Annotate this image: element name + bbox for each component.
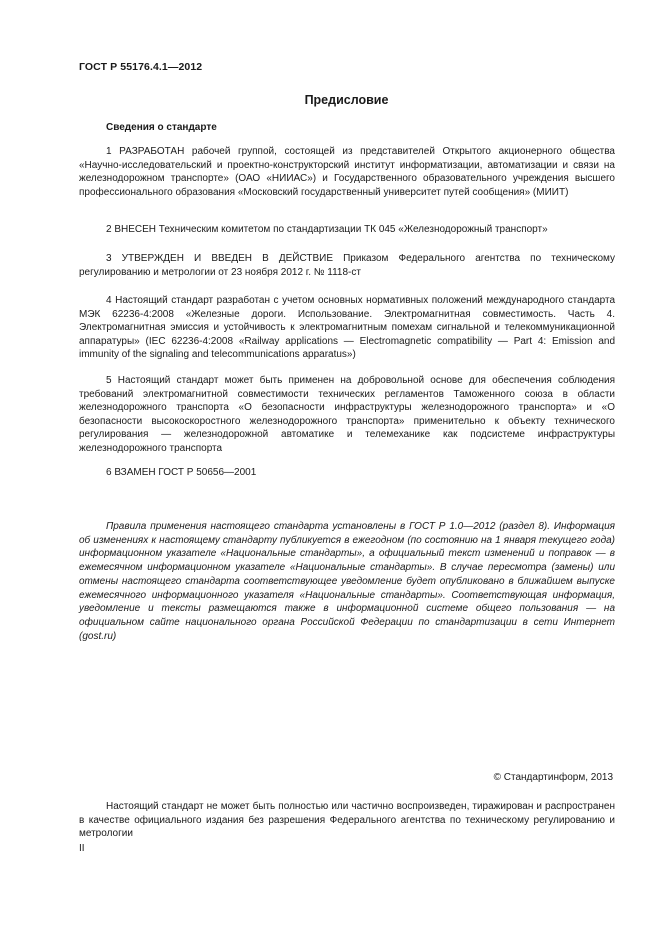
rules-notice: Правила применения настоящего стандарта установлены в ГОСТ Р 1.0—2012 (раздел 8). Информация об изменениях к настоящему стандарту публикуется в ежегодном (по состоянию на 1 января текущего года) информационном указателе «Национальные стандарты», а официальный текст изменений и поправок — в ежемесячном информационном указателе «Национальные стандарты». В случае пересмотра (замены) или отмены настоящего стандарта соответствующее уведомление будет опубликовано в ближайшем выпуске ежемесячного информационного указателя «Национальные стандарты». Соответствующая информация, уведомление и тексты размещаются также в информационной системе общего пользования — на официальном сайте национального органа Российской Федерации по стандартизации в сети Интернет (gost.ru) xyxy=(79,521,615,642)
item-introduced-by: 2 ВНЕСЕН Техническим комитетом по стандартизации ТК 045 «Железнодорожный транспорт» xyxy=(106,224,548,235)
item-developed-by: 1 РАЗРАБОТАН рабочей группой, состоящей из представителей Открытого акционерного общества «Научно-исследовательский и проектно-конструкторский институт информатизации, автоматизации и связи на железнодорожном транспорте» (ОАО «НИИАС») и Государственного образовательного учреждения высшего профессионального образования «Московский государственный университет путей сообщения» (МИИТ) xyxy=(79,146,615,198)
page-title: Предисловие xyxy=(304,93,389,107)
section-subtitle: Сведения о стандарте xyxy=(106,122,217,133)
reproduction-notice: Настоящий стандарт не может быть полностью или частично воспроизведен, тиражирован и распространен в качестве официального издания без разрешения Федерального агентства по техническому регулированию и метрологии xyxy=(79,801,615,840)
item-application: 5 Настоящий стандарт может быть применен на добровольной основе для обеспечения соблюдения требований электромагнитной совместимости технических регламентов Таможенного союза в области железнодорожного транспорта «О безопасности инфраструктуры железнодорожного транспорта» и «О безопасности высокоскоростного железнодорожного транспорта» применительно к объекту технического регулирования — железнодорожной автоматике и телемеханике как подсистеме инфраструктуры железнодорожного транспорта xyxy=(79,375,615,454)
document-code: ГОСТ Р 55176.4.1—2012 xyxy=(79,61,203,73)
page-number: II xyxy=(79,843,85,854)
copyright: © Стандартинформ, 2013 xyxy=(493,772,613,783)
item-approved: 3 УТВЕРЖДЕН И ВВЕДЕН В ДЕЙСТВИЕ Приказом Федерального агентства по техническому регулированию и метрологии от 23 ноября 2012 г. № 1118-ст xyxy=(79,253,615,278)
item-based-on: 4 Настоящий стандарт разработан с учетом основных нормативных положений международного стандарта МЭК 62236-4:2008 «Железные дороги. Использование. Электромагнитная совместимость. Часть 4. Электромагнитная эмиссия и устойчивость к электромагнитным помехам сигнальной и телекоммуникационной аппаратуры» (IEC 62236-4:2008 «Railway applications — Electromagnetic compatibility — Part 4: Emission and immunity of the signaling and telecommunications apparatus») xyxy=(79,295,615,361)
item-replaces: 6 ВЗАМЕН ГОСТ Р 50656—2001 xyxy=(106,467,257,478)
